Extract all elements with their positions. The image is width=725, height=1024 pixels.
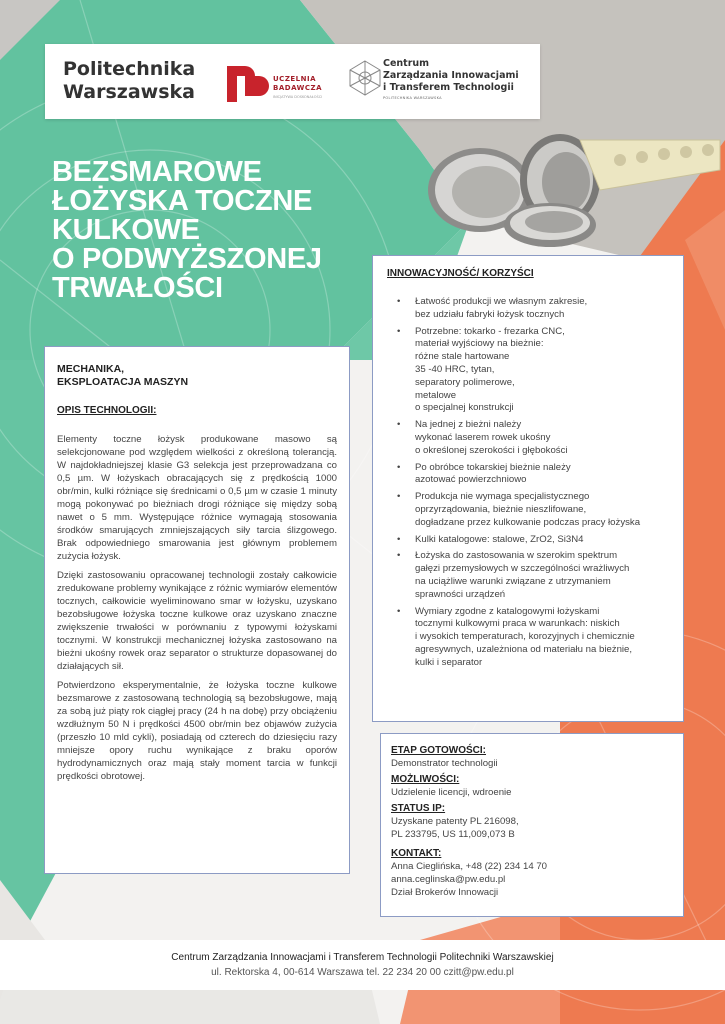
footer-line1: Centrum Zarządzania Innowacjami i Transferem Technologii Politechniki Warszawskiej <box>171 952 554 963</box>
category-line1: MECHANIKA, <box>57 363 125 375</box>
cz-subtitle: POLITECHNIKA WARSZAWSKA <box>383 96 442 100</box>
list-item: • Łatwość produkcji we własnym zakresie, bez udziału fabryki łożysk tocznych <box>387 296 671 322</box>
possibilities-heading: MOŻLIWOŚCI: <box>391 774 460 785</box>
benefits-list <box>387 296 671 670</box>
description-heading: OPIS TECHNOLOGII: <box>57 405 157 416</box>
footer <box>0 950 725 980</box>
list-item: • Po obróbce tokarskiej bieżnie należy azotować powierzchniowo <box>387 462 671 488</box>
technology-description-panel <box>44 346 350 874</box>
readiness-heading: ETAP GOTOWOŚCI: <box>391 745 487 756</box>
czitt-label <box>383 58 519 94</box>
list-item: • Potrzebne: tokarko - frezarka CNC, materiał wyjściowy na bieżnie: różne stale hartowane 35 -40 HRC, tytan, separatory polimerowe, metalowe o specjalnej konstrukcji <box>387 326 671 416</box>
list-item: • Wymiary zgodne z katalogowymi łożyskami tocznymi kulkowymi praca w warunkach: niskich i wysokich temperaturach, korozyjnych i chemicznie agresywnych, uzależniona od materiału na bieżnie, kulki i separator <box>387 606 671 670</box>
czitt-logo-icon <box>345 58 385 98</box>
ip-status-value: Uzyskane patenty PL 216098, PL 233795, US 11,009,073 B <box>391 816 519 840</box>
cz-line1: Centrum <box>383 58 430 69</box>
status-contact-panel <box>380 733 684 917</box>
footer-line2: ul. Rektorska 4, 00-614 Warszawa tel. 22 234 20 00 czitt@pw.edu.pl <box>211 967 514 978</box>
title-line-1: BEZSMAROWE <box>52 156 262 188</box>
ub-line2: BADAWCZA <box>273 84 323 92</box>
ub-line1: UCZELNIA <box>273 75 317 83</box>
list-item: • Produkcja nie wymaga specjalistycznego oprzyrządowania, bieżnie nieszlifowane, dogładzane przez kulkowanie podczas pracy łożyska <box>387 491 671 529</box>
page-title <box>52 158 372 303</box>
title-line-5: TRWAŁOŚCI <box>52 272 223 304</box>
category-label <box>57 363 337 389</box>
ip-status-heading: STATUS IP: <box>391 803 446 814</box>
list-item: • Łożyska do zastosowania w szerokim spektrum gałęzi przemysłowych w szczególności wrażliwych na uciążliwe warunki związane z utrzymaniem sprawności urządzeń <box>387 550 671 601</box>
bearings-photo <box>420 130 725 260</box>
benefits-panel <box>372 255 684 722</box>
description-paragraph: Dzięki zastosowaniu opracowanej technologii zostały całkowicie zredukowane problemy wynikające z różnic wymiarów elementów tocznych, całkowicie wyeliminowano smar w łożysku, uzyskano bezobsługowe łożyska toczne kulkowe oraz uzyskano znaczne zwiększenie trwałości w porównaniu z typowymi łożyskami tocznymi. W konstrukcji mechanicznej łożyska zastosowano na bieżni ukośny rowek oraz separator o strukturze dopasowanej do działających sił. <box>57 570 337 672</box>
description-paragraph: Elementy toczne łożysk produkowane masowo są selekcjonowane pod względem wielkości z określoną tolerancją. W najdokładniejszej klasie G3 selekcja jest przeprowadzana co 0,5 µm. W łożyskach obracających się z prędkością 1000 obr/min, kulki różniące się średnicami o 0,5 µm w czasie 1 minuty mogą pokonywać po bieżniach drogi różniące się między sobą nawet o 5 mm. Występujące różnice wymagają stosowania środków smarujących zmniejszających siły tarcia ślizgowego. Brak odpowiedniego smarowania jest głównym problemem zużycia łożysk. <box>57 434 337 562</box>
pw-logo-line1: Politechnika <box>63 58 196 80</box>
uczelnia-badawcza-label <box>273 75 322 93</box>
list-item: • Na jednej z bieżni należy wykonać laserem rowek ukośny o określonej szerokości i głębokości <box>387 419 671 457</box>
category-line2: EKSPLOATACJA MASZYN <box>57 376 189 388</box>
list-item: • Kulki katalogowe: stalowe, ZrO2, Si3N4 <box>387 534 671 547</box>
pw-logo-line2: Warszawska <box>63 81 195 103</box>
title-line-4: O PODWYŻSZONEJ <box>52 243 322 275</box>
title-line-3: KULKOWE <box>52 214 200 246</box>
cz-line2: Zarządzania Innowacjami <box>383 70 519 81</box>
ub-subtitle: INICJATYWA DOSKONAŁOŚCI <box>273 95 323 99</box>
benefits-heading: INNOWACYJNOŚĆ/ KORZYŚCI <box>387 268 534 279</box>
contact-heading: KONTAKT: <box>391 848 442 859</box>
readiness-value: Demonstrator technologii <box>391 758 498 769</box>
possibilities-value: Udzielenie licencji, wdroenie <box>391 787 512 798</box>
logo-bar <box>45 44 540 119</box>
politechnika-logo <box>63 58 195 104</box>
description-paragraph: Potwierdzono eksperymentalnie, że łożyska toczne kulkowe bezsmarowe z zastosowaną technologią są bezobsługowe, mają za sobą już piąty rok ciągłej pracy (24 h na dobę) przy obciążeniu wzdłużnym 50 N i prędkości 4500 obr/min bez objawów zużycia (przeszło 10 mld cykli), posiadają od czterech do dziesięciu razy mniejsze opory ruchu wynikające z braku oporów hydrodynamicznych oraz mają stały moment tarcia w funkcji prędkości obrotowej. <box>57 680 337 782</box>
title-line-2: ŁOŻYSKA TOCZNE <box>52 185 313 217</box>
contact-value: Anna Cieglińska, +48 (22) 234 14 70 anna.ceglinska@pw.edu.pl Dział Brokerów Innowacji <box>391 861 548 898</box>
cz-line3: i Transferem Technologii <box>383 82 514 93</box>
